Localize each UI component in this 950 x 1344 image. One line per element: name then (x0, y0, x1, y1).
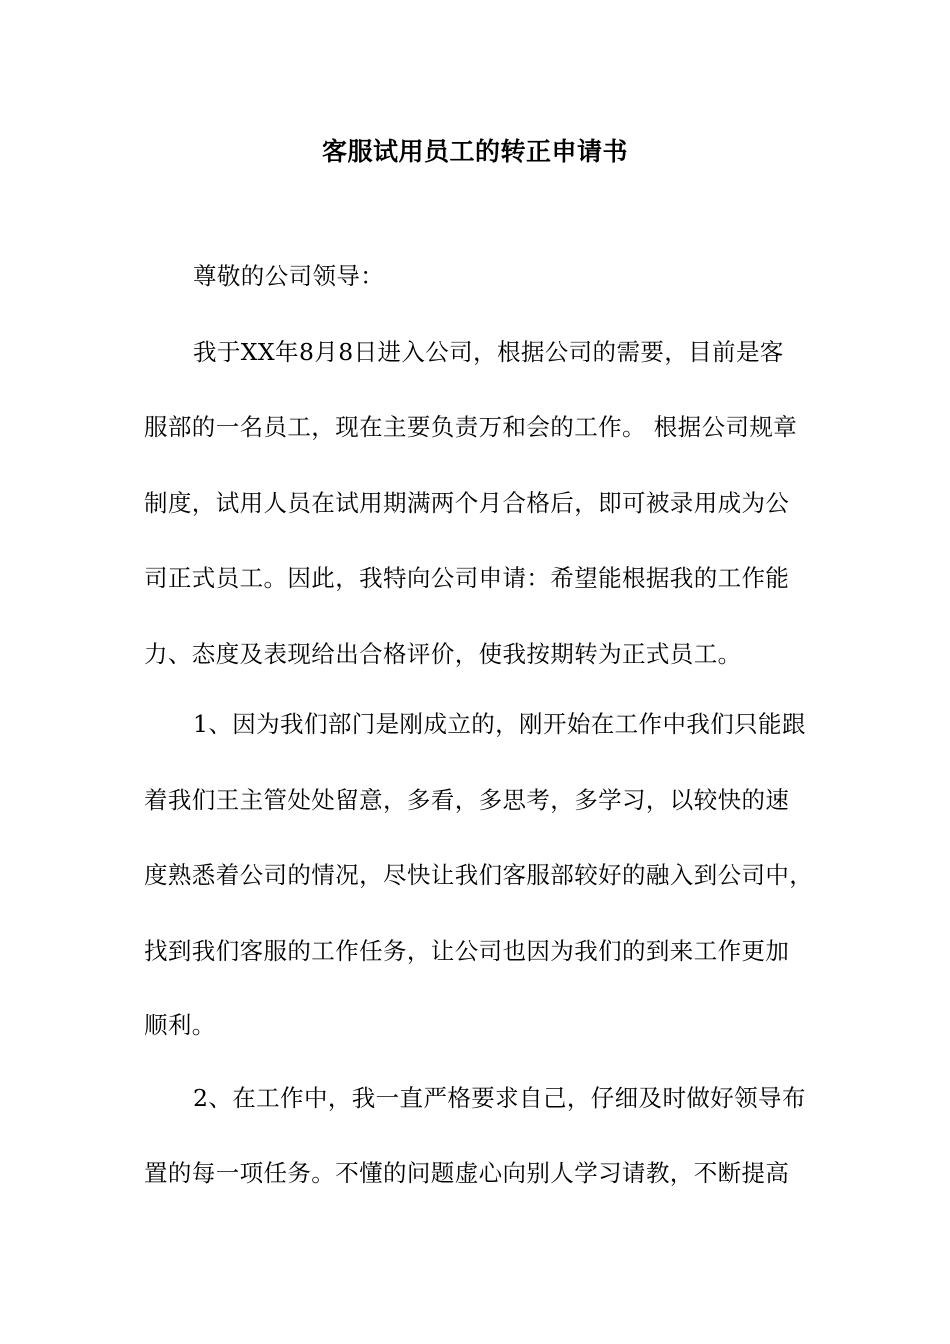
paragraph-2-line-5: 顺利。 (144, 1011, 216, 1039)
paragraph-3-line-2: 置的每一项任务。不懂的问题虚心向别人学习请教，不断提高 (144, 1159, 790, 1187)
paragraph-2-line-4: 找到我们客服的工作任务，让公司也因为我们的到来工作更加 (144, 937, 790, 965)
document-title: 客服试用员工的转正申请书 (321, 137, 628, 166)
paragraph-2-line-3: 度熟悉着公司的情况，尽快让我们客服部较好的融入到公司中， (144, 861, 814, 889)
paragraph-1-line-4: 司正式员工。因此，我特向公司申请：希望能根据我的工作能 (144, 564, 790, 592)
paragraph-1-line-3: 制度，试用人员在试用期满两个月合格后，即可被录用成为公 (144, 489, 790, 517)
paragraph-2-line-2: 着我们王主管处处留意，多看，多思考，多学习，以较快的速 (144, 786, 790, 814)
salutation: 尊敬的公司领导： (193, 262, 385, 290)
paragraph-2-line-1: 1、因为我们部门是刚成立的，刚开始在工作中我们只能跟 (193, 710, 806, 738)
paragraph-1-line-1: 我于XX年8月8日进入公司，根据公司的需要，目前是客 (193, 338, 784, 366)
paragraph-1-line-5: 力、态度及表现给出合格评价，使我按期转为正式员工。 (144, 640, 742, 668)
paragraph-3-line-1: 2、在工作中，我一直严格要求自己，仔细及时做好领导布 (193, 1084, 806, 1112)
paragraph-1-line-2: 服部的一名员工，现在主要负责万和会的工作。 根据公司规章 (144, 413, 798, 441)
